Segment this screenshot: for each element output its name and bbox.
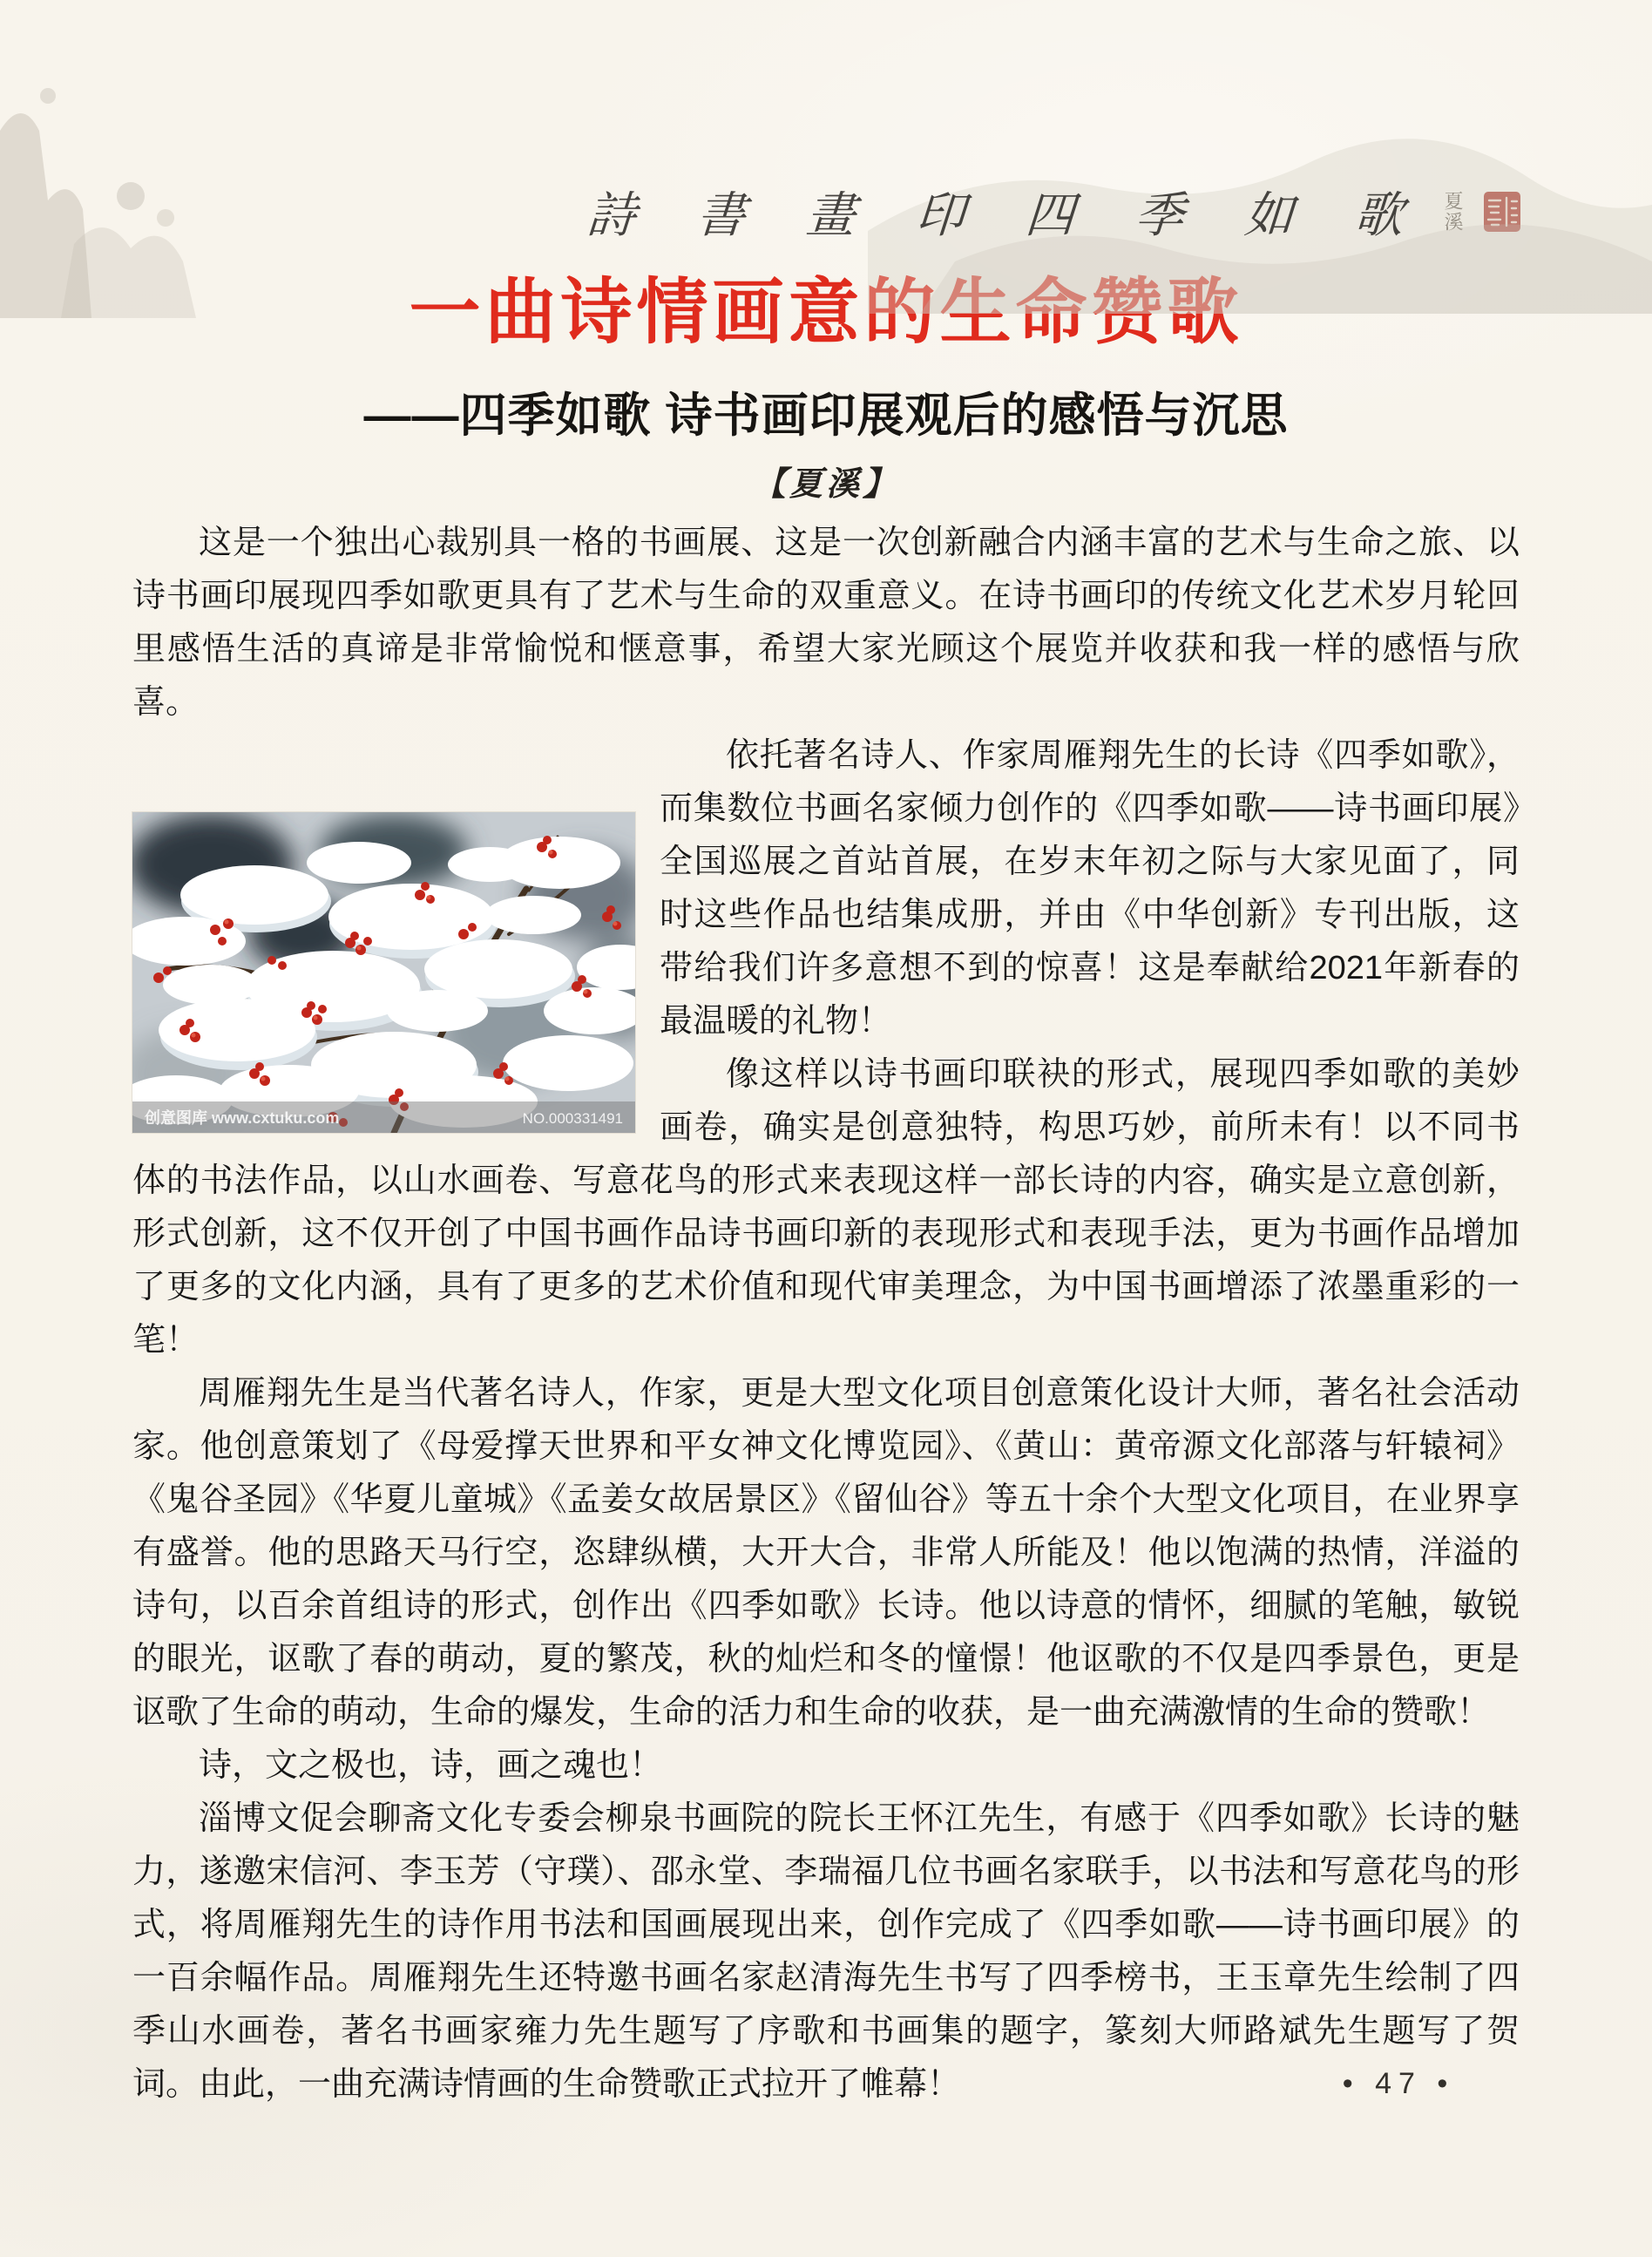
page-subtitle: ——四季如歌 诗书画印展观后的感悟与沉思 xyxy=(363,390,1289,442)
paragraph: 诗，文之极也，诗，画之魂也！ xyxy=(199,1747,663,1785)
paragraph: 淄博文促会聊斋文化专委会柳泉书画院的院长王怀江先生，有感于《四季如歌》长诗的魅力，遂邀宋信河、李玉芳（守璞）、邵永堂、李瑞福几位书画名家联手，以书法和写意花鸟的形式，将周雁翔先生的诗作用书法和国画展现出来，创作完成了《四季如歌——诗书画印展》的一百余幅作品。周雁翔先生还特邀书画名家赵清海先生书写了四季榜书，王玉章先生绘制了四季山水画卷，著名书画家雍力先生题写了序歌和书画集的题字，篆刻大师路斌先生题写了贺词。由此，一曲充满诗情画的生命赞歌正式拉开了帷幕！ xyxy=(132,1800,1520,2104)
page-title: 一曲诗情画意的生命赞歌 xyxy=(409,273,1243,352)
paragraph: 周雁翔先生是当代著名诗人，作家，更是大型文化项目创意策化设计大师，著名社会活动家。他创意策划了《母爱撑天世界和平女神文化博览园》、《黄山：黄帝源文化部落与轩辕祠》《鬼谷圣园》《华夏儿童城》《孟姜女故居景区》《留仙谷》等五十余个大型文化项目，在业界享有盛誉。他的思路天马行空，恣肆纵横，大开大合，非常人所能及！他以饱满的热情，洋溢的诗句，以百余首组诗的形式，创作出《四季如歌》长诗。他以诗意的情怀，细腻的笔触，敏锐的眼光，讴歌了春的萌动，夏的繁茂，秋的灿烂和冬的憧憬！他讴歌的不仅是四季景色，更是讴歌了生命的萌动，生命的爆发，生命的活力和生命的收获，是一曲充满激情的生命的赞歌！ xyxy=(132,1375,1520,1732)
author-byline: 【夏溪】 xyxy=(752,464,899,504)
photo-watermark-right: NO.000331491 xyxy=(522,1110,623,1128)
article-body xyxy=(132,517,1520,2111)
paragraph: 像这样以诗书画印联袂的形式，展现四季如歌的美妙画卷，确实是创意独特，构思巧妙，前所未有！以不同书体的书法作品，以山水画卷、写意花鸟的形式来表现这样一部长诗的内容，确实是立意创新，形式创新，这不仅开创了中国书画作品诗书画印新的表现形式和表现手法，更为书画作品增加了更多的文化内涵，具有了更多的艺术价值和现代审美理念，为中国书画增添了浓墨重彩的一笔！ xyxy=(132,1056,1520,1359)
snow-berries-photo xyxy=(132,812,635,1133)
red-seal-stamp-icon xyxy=(1483,191,1521,233)
calligraphy-text: 詩 書 畫 印 四 季 如 歌 xyxy=(585,186,1428,244)
paragraph: 这是一个独出心裁别具一格的书画展、这是一次创新融合内涵丰富的艺术与生命之旅、以诗书画印展现四季如歌更具有了艺术与生命的双重意义。在诗书画印的传统文化艺术岁月轮回里感悟生活的真谛是非常愉悦和惬意事，希望大家光顾这个展览并收获和我一样的感悟与欣喜。 xyxy=(132,525,1520,722)
calligrapher-signature: 夏溪 xyxy=(1441,190,1463,233)
photo-watermark-left: 创意图库 www.cxtuku.com xyxy=(145,1109,340,1128)
calligraphy-header xyxy=(0,0,1652,244)
paragraph: 依托著名诗人、作家周雁翔先生的长诗《四季如歌》，而集数位书画名家倾力创作的《四季如歌——诗书画印展》全国巡展之首站首展，在岁末年初之际与大家见面了，同时这些作品也结集成册，并由《中华创新》专刊出版，这带给我们许多意想不到的惊喜！这是奉献给2021年新春的最温暖的礼物！ xyxy=(660,737,1520,1040)
page-number: • 47 • xyxy=(1342,2067,1455,2100)
